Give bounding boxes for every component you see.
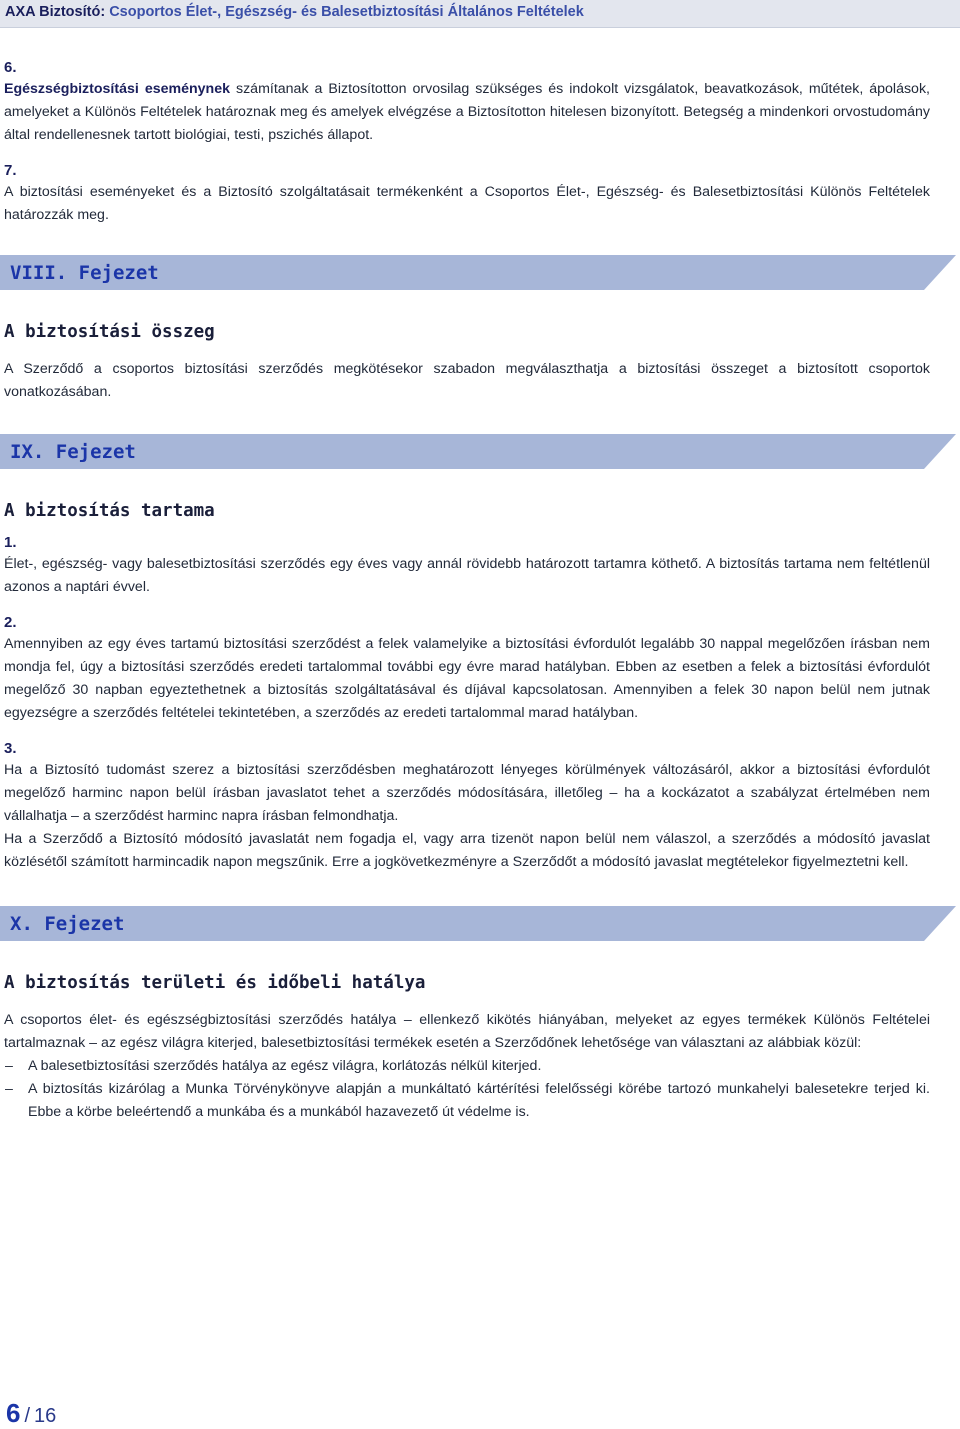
chapter-8-title: A biztosítási összeg xyxy=(4,322,215,342)
chapter-10-band xyxy=(0,906,956,941)
document-body xyxy=(4,58,930,1124)
page-number xyxy=(6,1398,56,1429)
chapter-9-band xyxy=(0,434,956,469)
list-item xyxy=(4,1078,930,1124)
section-6-number: 6. xyxy=(4,59,17,76)
chapter-9-label: IX. Fejezet xyxy=(10,440,136,463)
chapter-9-p2-number: 2. xyxy=(4,614,17,631)
chapter-10-title: A biztosítás területi és időbeli hatálya xyxy=(4,973,426,993)
chapter-9-p3-text-b: Ha a Szerződő a Biztosító módosító javaslatát nem fogadja el, vagy arra tizenöt napon belül nem válaszol, a szerződés a módosító javaslat közlésétől számított harmincadik napon megszűnik. Erre a jogkövetkezményre a Szerződőt a módosító javaslat megtételekor figyelmeztetni kell. xyxy=(4,831,930,870)
list-item xyxy=(4,1055,930,1078)
chapter-band-shape xyxy=(0,434,956,469)
list-item-text: A balesetbiztosítási szerződés hatálya az egész világra, korlátozás nélkül kiterjed. xyxy=(28,1058,542,1074)
header-subtitle: Csoportos Élet-, Egészség- és Balesetbiztosítási Általános Feltételek xyxy=(109,4,584,20)
section-6-text xyxy=(4,78,930,147)
header-prefix: AXA Biztosító: xyxy=(5,4,106,20)
chapter-8-label: VIII. Fejezet xyxy=(10,261,159,284)
chapter-9-p2-text: Amennyiben az egy éves tartamú biztosítási szerződést a felek valamelyike a biztosítási évfordulót legalább 30 nappal megelőzően írásban nem mondja fel, úgy a biztosítási szerződés eredeti tartalommal további egy évre marad hatályban. Ebben az esetben a felek a biztosítási évfordulót megelőző 30 napban egyeztethetnek a biztosítás szolgáltatásával és díjával kapcsolatosan. Amennyiben a felek 30 napon belül nem jutnak egyezségre a szerződés feltételei tekintetében, a szerződés az eredeti tartalommal marad hatályban. xyxy=(4,636,930,721)
chapter-9-p1-text: Élet-, egészség- vagy balesetbiztosítási szerződés egy éves vagy annál rövidebb határozott tartamra köthető. A biztosítás tartama nem feltétlenül azonos a naptári évvel. xyxy=(4,556,930,595)
chapter-9-p1-number: 1. xyxy=(4,534,17,551)
page-header xyxy=(0,0,960,28)
chapter-8-text: A Szerződő a csoportos biztosítási szerződés megkötésekor szabadon megválaszthatja a biztosítási összeget a biztosított csoportok vonatkozásában. xyxy=(4,361,930,400)
page-current: 6 xyxy=(6,1398,21,1428)
page-total: 16 xyxy=(34,1405,57,1427)
chapter-10-text: A csoportos élet- és egészségbiztosítási szerződés hatálya – ellenkező kikötés hiányában, melyeket az egyes termékek Különös Feltételei tartalmaznak – az egész világra kiterjed, balesetbiztosítási termékek esetén a Szerződőnek lehetősége van választani az alábbiak közül: xyxy=(4,1012,930,1051)
section-7-number: 7. xyxy=(4,162,17,179)
chapter-9-title: A biztosítás tartama xyxy=(4,501,215,521)
list-item-text: A biztosítás kizárólag a Munka Törvénykönyve alapján a munkáltató kártérítési felelősségi körébe tartozó munkahelyi balesetekre terjed ki. Ebbe a körbe beleértendő a munkába és a munkából hazavezető út védelme is. xyxy=(28,1081,930,1120)
header-title xyxy=(5,4,584,20)
dash-marker: – xyxy=(5,1081,13,1097)
chapter-9-p3-number: 3. xyxy=(4,740,17,757)
chapter-band-shape xyxy=(0,906,956,941)
chapter-8-band xyxy=(0,255,956,290)
page-separator: / xyxy=(24,1405,31,1427)
section-6-term: Egészségbiztosítási eseménynek xyxy=(4,81,230,97)
chapter-10-list xyxy=(4,1055,930,1124)
dash-marker: – xyxy=(5,1058,13,1074)
section-6-body: számítanak a Biztosítotton orvosilag szükséges és indokolt vizsgálatok, beavatkozások, műtétek, ápolások, amelyeket a Különös Feltételek határoznak meg és amelyek elvégzése a Biztosítotton hitelesen bizonyított. Betegség a mindenkori orvostudomány által rendellenesnek tartott biológiai, testi, pszichés állapot. xyxy=(4,81,930,143)
chapter-10-label: X. Fejezet xyxy=(10,912,125,935)
section-7-text: A biztosítási eseményeket és a Biztosító szolgáltatásait termékenként a Csoportos Élet-, Egészség- és Balesetbiztosítási Különös Feltételek határozzák meg. xyxy=(4,184,930,223)
chapter-9-p3-text-a: Ha a Biztosító tudomást szerez a biztosítási szerződésben meghatározott lényeges körülmények változásáról, akkor a biztosítási évfordulót megelőző harminc napon belül írásban javaslatot tehet a szerződés módosítására, illetőleg – ha a kockázatot a szabályzat értelmében nem vállalhatja – a szerződést harminc napra írásban felmondhatja. xyxy=(4,762,930,824)
